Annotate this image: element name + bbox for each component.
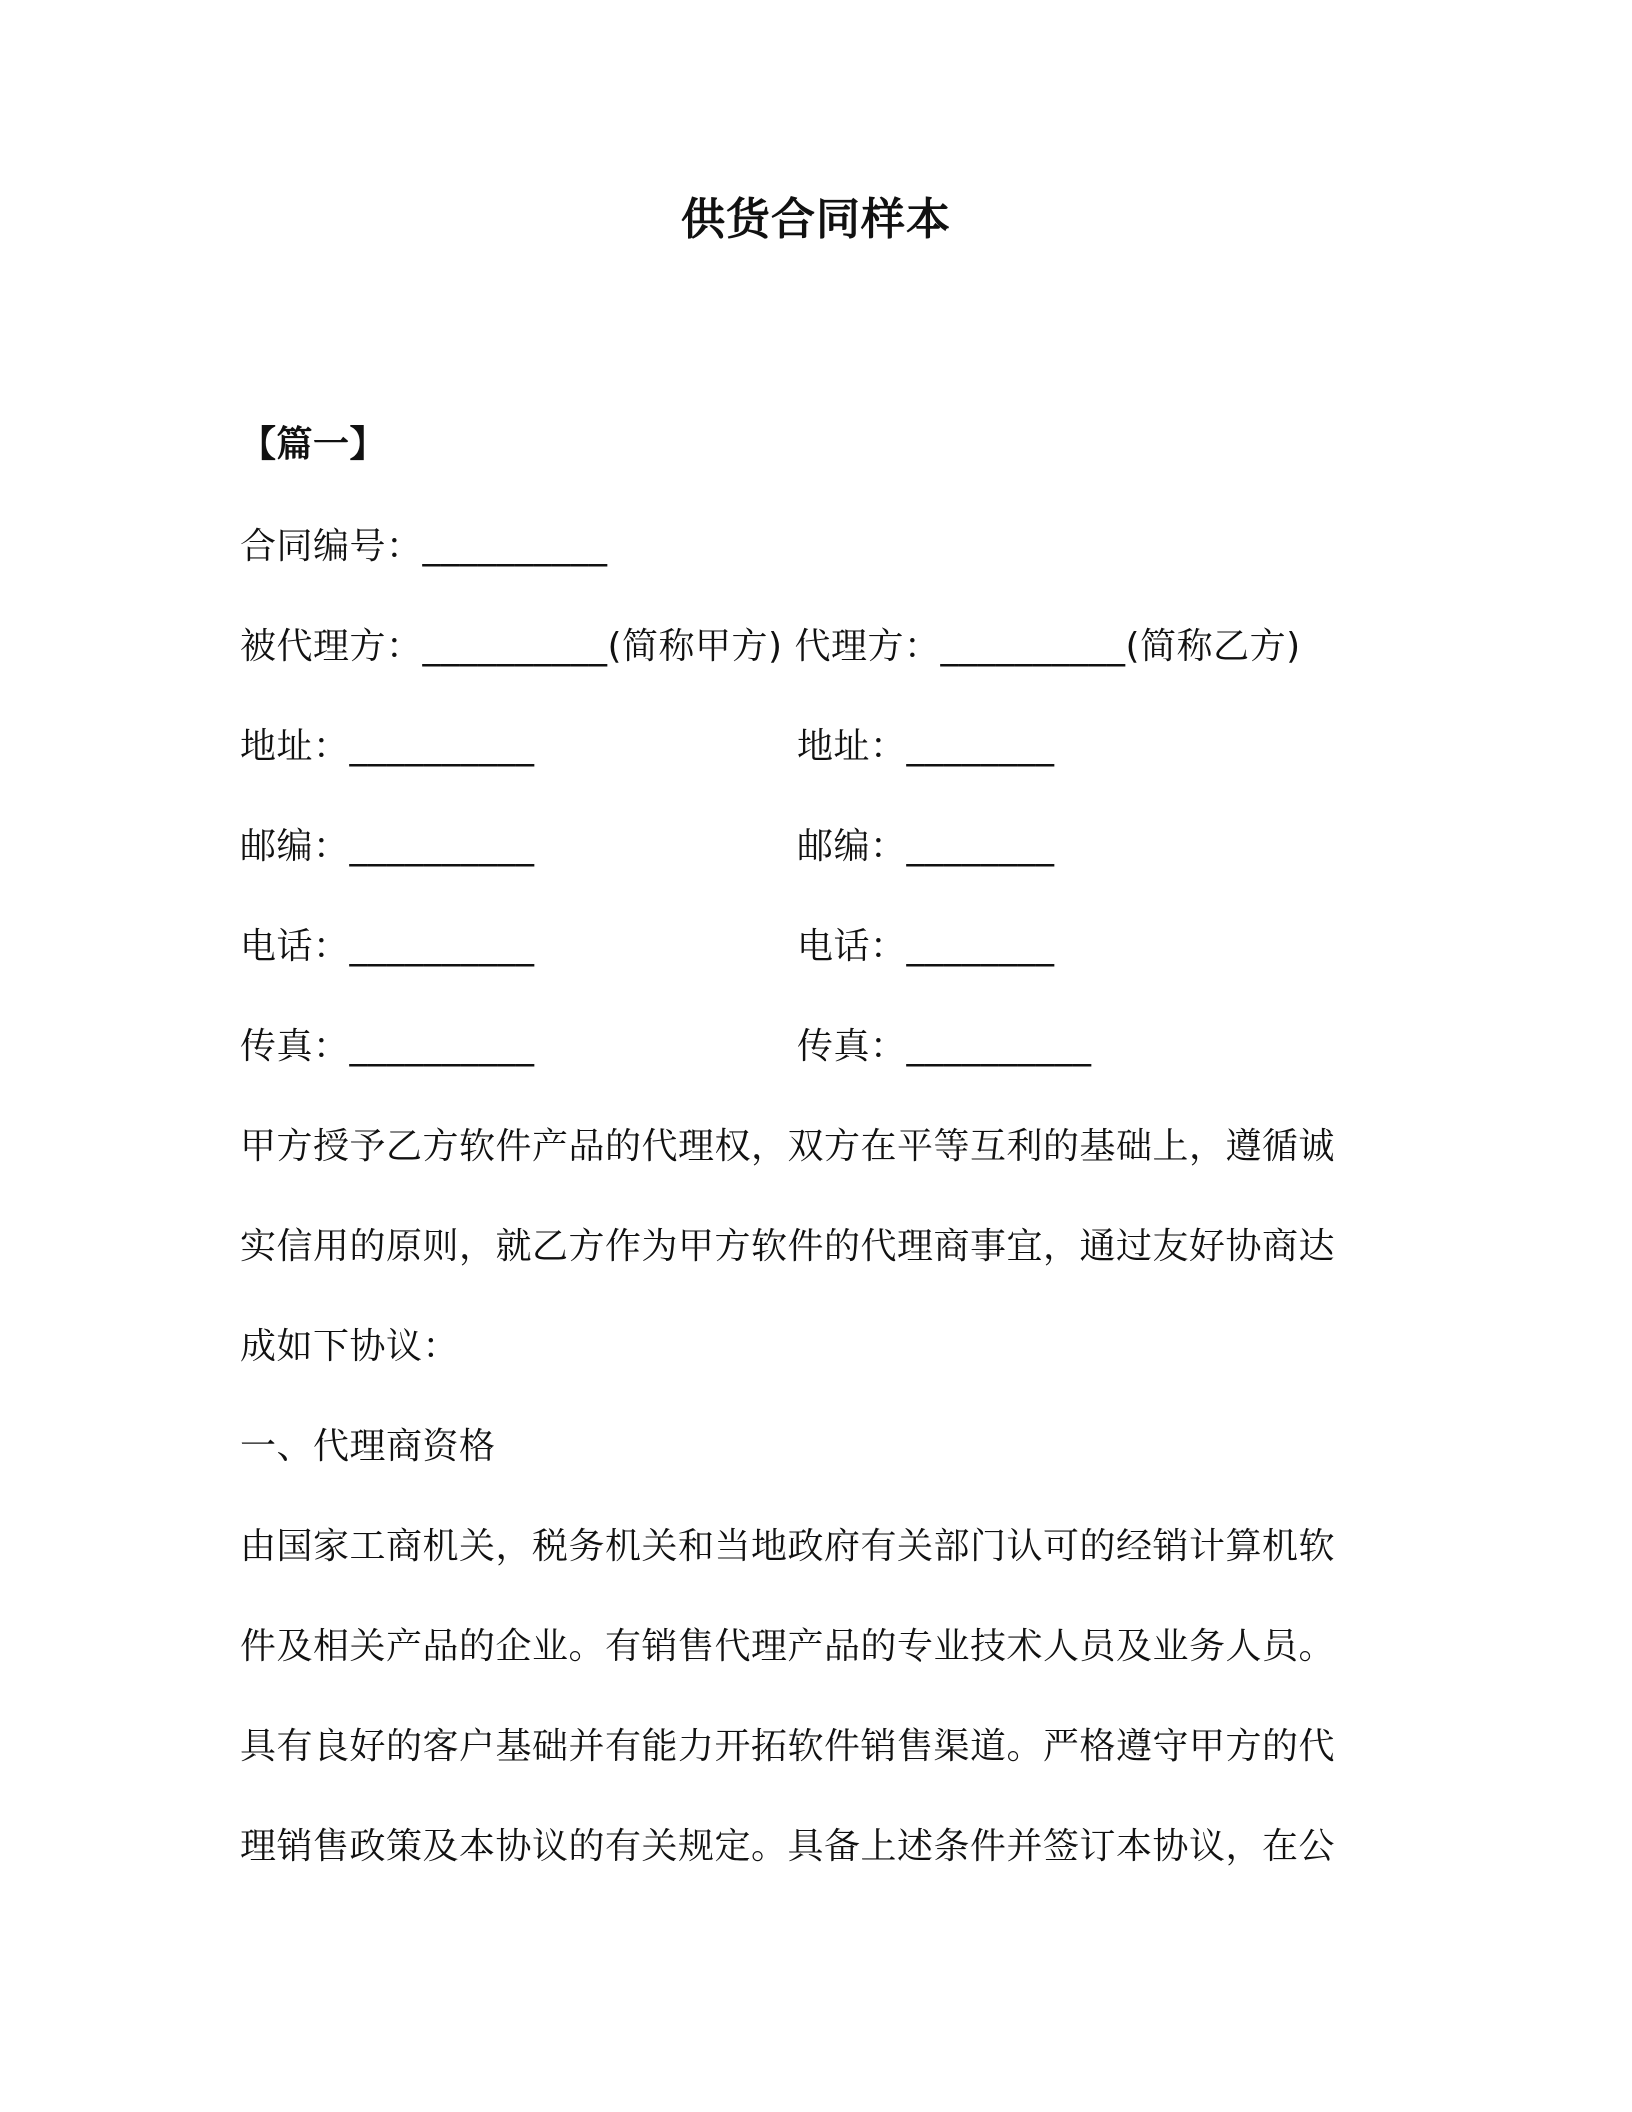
address-field-left: 地址：__________ (240, 726, 535, 767)
intro-paragraph-line: 成如下协议： (240, 1326, 460, 1367)
fax-field-left: 传真：__________ (240, 1026, 535, 1067)
phone-field-left: 电话：__________ (240, 926, 535, 967)
postcode-field-right: 邮编：________ (797, 826, 1055, 867)
body-paragraph-line: 理销售政策及本协议的有关规定。具备上述条件并签订本协议，在公 (240, 1826, 1336, 1867)
postcode-field-left: 邮编：__________ (240, 826, 535, 867)
document-title: 供货合同样本 (681, 194, 951, 245)
body-paragraph-line: 具有良好的客户基础并有能力开拓软件销售渠道。严格遵守甲方的代 (240, 1726, 1336, 1767)
parties-line: 被代理方：__________(简称甲方) 代理方：__________(简称乙方) (240, 626, 1301, 667)
section-heading: 一、代理商资格 (240, 1426, 496, 1467)
body-paragraph-line: 件及相关产品的企业。有销售代理产品的专业技术人员及业务人员。 (240, 1626, 1336, 1667)
address-field-right: 地址：________ (797, 726, 1055, 767)
intro-paragraph-line: 实信用的原则，就乙方作为甲方软件的代理商事宜，通过友好协商达 (240, 1226, 1336, 1267)
phone-field-right: 电话：________ (797, 926, 1055, 967)
contract-number-field: 合同编号：__________ (240, 526, 608, 567)
body-paragraph-line: 由国家工商机关，税务机关和当地政府有关部门认可的经销计算机软 (240, 1526, 1336, 1567)
fax-field-right: 传真：__________ (797, 1026, 1092, 1067)
section-label: 【篇一】 (240, 424, 387, 465)
intro-paragraph-line: 甲方授予乙方软件产品的代理权，双方在平等互利的基础上，遵循诚 (240, 1126, 1336, 1167)
